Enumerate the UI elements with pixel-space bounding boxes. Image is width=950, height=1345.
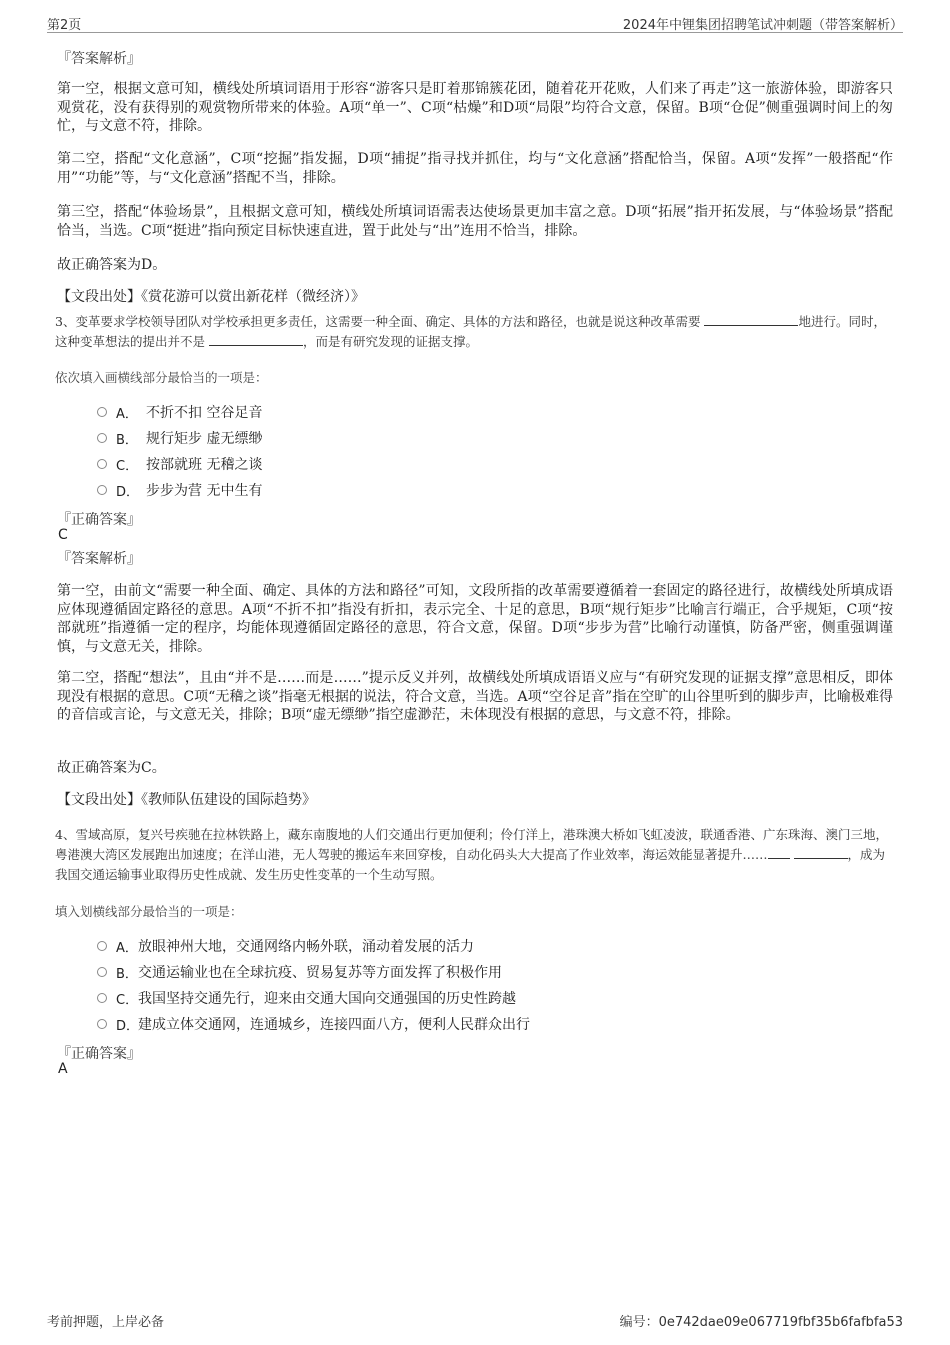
answer-conclusion: 故正确答案为C。	[57, 760, 166, 776]
analysis-label: 『答案解析』	[57, 551, 141, 567]
radio-icon[interactable]	[97, 941, 107, 951]
option-a[interactable]: A． 不折不扣 空谷足音	[97, 402, 262, 422]
question-stem: 3、变革要求学校领导团队对学校承担更多责任，这需要一种全面、确定、具体的方法和路径，也就是说这种改革需要 地进行。同时，这种变革想法的提出并不是 ，而是有研究发现的证据支撑。	[55, 314, 886, 349]
answer-blank	[704, 312, 798, 326]
radio-icon[interactable]	[97, 407, 107, 417]
question-instruction: 依次填入画横线部分最恰当的一项是：	[55, 370, 268, 385]
source-citation: 【文段出处】《教师队伍建设的国际趋势》	[57, 792, 316, 808]
radio-icon[interactable]	[97, 433, 107, 443]
answer-conclusion: 故正确答案为D。	[57, 257, 167, 273]
radio-icon[interactable]	[97, 1019, 107, 1029]
radio-icon[interactable]	[97, 967, 107, 977]
correct-answer-label: 『正确答案』	[57, 1046, 141, 1062]
document-id: 编号：0e742dae09e067719fbf35b6fafbfa53	[619, 1315, 903, 1330]
analysis-paragraph: 第二空，搭配“文化意涵”，C项“挖掘”指发掘，D项“捕捉”指寻找并抓住，均与“文化意涵”搭配恰当，保留。A项“发挥”一般搭配“作用”“功能”等，与“文化意涵”搭配不当，排除。	[57, 151, 893, 186]
correct-answer-label: 『正确答案』	[57, 512, 141, 528]
radio-icon[interactable]	[97, 993, 107, 1003]
option-d[interactable]: D． 步步为营 无中生有	[97, 480, 262, 500]
radio-icon[interactable]	[97, 485, 107, 495]
option-d[interactable]: D． 建成立体交通网，连通城乡，连接四面八方，便利人民群众出行	[97, 1014, 530, 1034]
analysis-paragraph: 第一空，根据文意可知，横线处所填词语用于形容“游客只是盯着那锦簇花团，随着花开花败，人们来了再走”这一旅游体验，即游客只观赏花，没有获得别的观赏物所带来的体验。A项“单一”、C项“枯燥”和D项“局限”均符合文意，保留。B项“仓促”侧重强调时间上的匆忙，与文意不符，排除。	[57, 81, 893, 134]
page-header	[47, 14, 903, 33]
source-citation: 【文段出处】《赏花游可以赏出新花样（微经济）》	[57, 289, 365, 305]
analysis-paragraph: 第三空，搭配“体验场景”，且根据文意可知，横线处所填词语需表达使场景更加丰富之意。D项“拓展”指开拓发展，与“体验场景”搭配恰当，当选。C项“挺进”指向预定目标快速直进，置于此处与“出”连用不恰当，排除。	[57, 204, 893, 239]
footer-slogan: 考前押题，上岸必备	[47, 1315, 165, 1330]
answer-blank	[209, 332, 303, 346]
analysis-paragraph: 第一空，由前文“需要一种全面、确定、具体的方法和路径”可知，文段所指的改革需要遵循着一套固定的路径进行，故横线处所填成语应体现遵循固定路径的意思。A项“不折不扣”指没有折扣，表示完全、十足的意思，B项“规行矩步”比喻言行端正，合乎规矩，C项“按部就班”指遵循一定的程序，均能体现遵循固定路径的意思，符合文意，保留。D项“步步为营”比喻行动谨慎，防备严密，侧重强调谨慎，与文意无关，排除。	[57, 583, 893, 655]
analysis-paragraph: 第二空，搭配“想法”，且由“并不是……而是……”提示反义并列，故横线处所填成语语义应与“有研究发现的证据支撑”意思相反，即体现没有根据的意思。C项“无稽之谈”指毫无根据的说法，符合文意，当选。A项“空谷足音”指在空旷的山谷里听到的脚步声，比喻极难得的音信或言论，与文意无关，排除；B项“虚无缥缈”指空虚渺茫，未体现没有根据的意思，与文意不符，排除。	[57, 670, 893, 723]
option-b[interactable]: B． 交通运输业也在全球抗疫、贸易复苏等方面发挥了积极作用	[97, 962, 502, 982]
document-title: 2024年中锂集团招聘笔试冲刺题（带答案解析）	[622, 18, 903, 33]
question-instruction: 填入划横线部分最恰当的一项是：	[55, 904, 243, 919]
analysis-label: 『答案解析』	[57, 51, 141, 67]
correct-answer: C	[58, 527, 68, 543]
answer-blank	[768, 845, 790, 859]
option-b[interactable]: B． 规行矩步 虚无缥缈	[97, 428, 262, 448]
page-number: 第2页	[47, 18, 82, 33]
correct-answer: A	[58, 1061, 68, 1077]
question-stem: 4、雪域高原，复兴号疾驰在拉林铁路上，藏东南腹地的人们交通出行更加便利；伶仃洋上，港珠澳大桥如飞虹凌波，联通香港、广东珠海、澳门三地，粤港澳大湾区发展跑出加速度；在洋山港，无人驾驶的搬运车来回穿梭，自动化码头大大提高了作业效率，海运效能显著提升…… ，成为我国交通运输事业取得历史性成就、发生历史性变革的一个生动写照。	[55, 827, 888, 882]
option-c[interactable]: C． 我国坚持交通先行，迎来由交通大国向交通强国的历史性跨越	[97, 988, 516, 1008]
answer-blank	[794, 845, 848, 859]
option-c[interactable]: C． 按部就班 无稽之谈	[97, 454, 262, 474]
option-a[interactable]: A． 放眼神州大地，交通网络内畅外联，涌动着发展的活力	[97, 936, 474, 956]
radio-icon[interactable]	[97, 459, 107, 469]
